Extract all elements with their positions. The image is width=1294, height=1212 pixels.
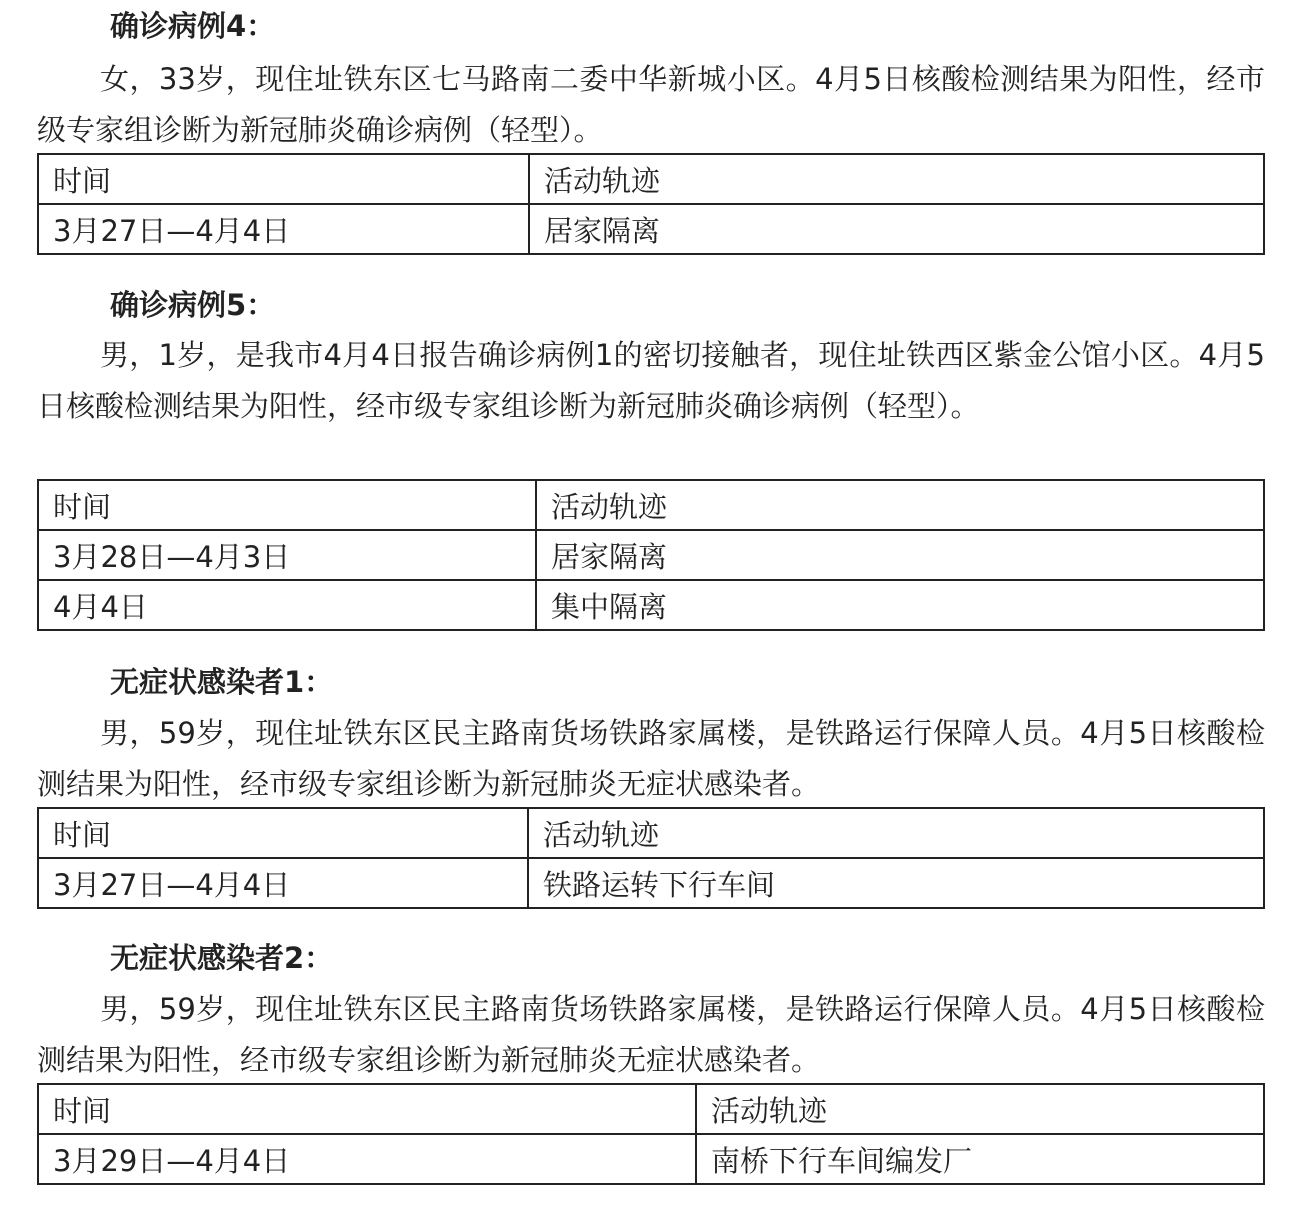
table-cell-track: 铁路运转下行车间 (528, 858, 1264, 908)
table-header-row (38, 154, 1264, 204)
case-description: 男，1岁，是我市4月4日报告确诊病例1的密切接触者，现住址铁西区紫金公馆小区。4月5日核酸检测结果为阳性，经市级专家组诊断为新冠肺炎确诊病例（轻型）。 (37, 338, 1265, 423)
case-heading: 确诊病例4： (110, 9, 276, 43)
table-header-cell-time: 时间 (38, 808, 528, 858)
table-header-row (38, 480, 1264, 530)
table-header-cell-time: 时间 (38, 154, 529, 204)
case-heading: 无症状感染者2： (110, 941, 334, 975)
table-row (38, 858, 1264, 908)
table-header-cell-time: 时间 (38, 480, 536, 530)
table-header-cell-track: 活动轨迹 (536, 480, 1264, 530)
table-header-cell-time: 时间 (38, 1084, 696, 1134)
table-cell-time: 3月29日—4月4日 (38, 1134, 696, 1184)
table-header-row (38, 808, 1264, 858)
table-cell-time: 3月27日—4月4日 (38, 204, 529, 254)
table-row (38, 1134, 1264, 1184)
table-header-row (38, 1084, 1264, 1134)
table-cell-track: 南桥下行车间编发厂 (696, 1134, 1264, 1184)
case-heading: 确诊病例5： (110, 288, 276, 322)
activity-table (37, 153, 1265, 255)
case-description: 女，33岁，现住址铁东区七马路南二委中华新城小区。4月5日核酸检测结果为阳性，经市级专家组诊断为新冠肺炎确诊病例（轻型）。 (37, 62, 1265, 147)
table-row (38, 530, 1264, 580)
table-cell-track: 居家隔离 (529, 204, 1264, 254)
case-description: 男，59岁，现住址铁东区民主路南货场铁路家属楼，是铁路运行保障人员。4月5日核酸检测结果为阳性，经市级专家组诊断为新冠肺炎无症状感染者。 (37, 992, 1265, 1077)
activity-table (37, 479, 1265, 631)
table-row (38, 580, 1264, 630)
table-cell-track: 集中隔离 (536, 580, 1264, 630)
table-header-cell-track: 活动轨迹 (529, 154, 1264, 204)
table-header-cell-track: 活动轨迹 (696, 1084, 1264, 1134)
table-cell-time: 4月4日 (38, 580, 536, 630)
table-cell-track: 居家隔离 (536, 530, 1264, 580)
table-cell-time: 3月28日—4月3日 (38, 530, 536, 580)
case-heading: 无症状感染者1： (110, 665, 334, 699)
case-description: 男，59岁，现住址铁东区民主路南货场铁路家属楼，是铁路运行保障人员。4月5日核酸检测结果为阳性，经市级专家组诊断为新冠肺炎无症状感染者。 (37, 716, 1265, 801)
activity-table (37, 807, 1265, 909)
table-cell-time: 3月27日—4月4日 (38, 858, 528, 908)
activity-table (37, 1083, 1265, 1185)
table-row (38, 204, 1264, 254)
table-header-cell-track: 活动轨迹 (528, 808, 1264, 858)
